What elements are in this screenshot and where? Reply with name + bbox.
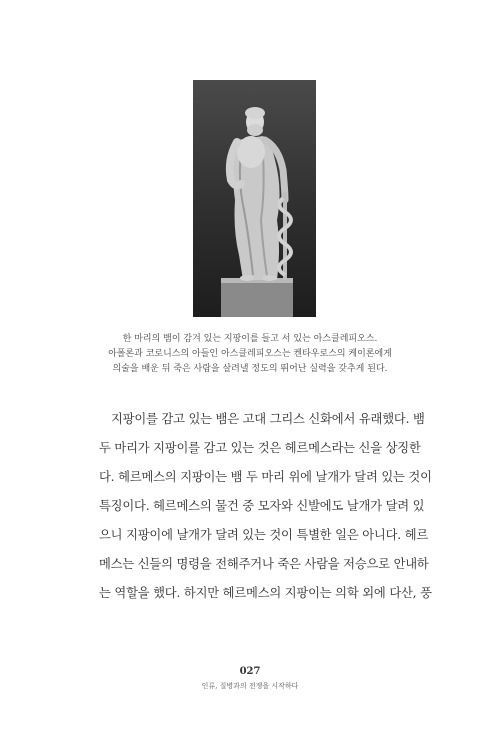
body-line: 지팡이를 감고 있는 뱀은 고대 그리스 신화에서 유래했다. 뱀 [111, 412, 425, 426]
figure-caption [0, 332, 500, 377]
running-title: 인류, 질병과의 전쟁을 시작하다 [201, 682, 299, 690]
page-number: 027 [239, 666, 261, 677]
body-line: 특징이다. 헤르메스의 물건 중 모자와 신발에도 날개가 달려 있 [99, 499, 425, 513]
body-line: 다. 헤르메스의 지팡이는 뱀 두 마리 위에 날개가 달려 있는 것이 [99, 470, 432, 484]
body-line: 는 역할을 했다. 하지만 헤르메스의 지팡이는 의학 외에 다산, 풍 [99, 586, 432, 600]
body-line: 두 마리가 지팡이를 감고 있는 것은 헤르메스라는 신을 상징한 [99, 441, 421, 455]
body-line: 으니 지팡이에 날개가 달려 있는 것이 특별한 일은 아니다. 헤르 [99, 528, 429, 542]
caption-line: 한 마리의 뱀이 감겨 있는 지팡이를 들고 서 있는 아스클레피오스. [122, 334, 378, 344]
caption-line: 의술을 배운 뒤 죽은 사람을 살려낼 정도의 뛰어난 실력을 갖추게 된다. [112, 364, 388, 374]
body-line: 메스는 신들의 명령을 전해주거나 죽은 사람을 저승으로 안내하 [99, 557, 429, 571]
body-paragraph [99, 405, 432, 608]
statue-photo [193, 80, 316, 317]
caption-line: 아폴론과 코로니스의 아들인 아스클레피오스는 켄타우로스의 케이론에게 [108, 349, 392, 359]
asclepius-statue-image [193, 80, 316, 317]
